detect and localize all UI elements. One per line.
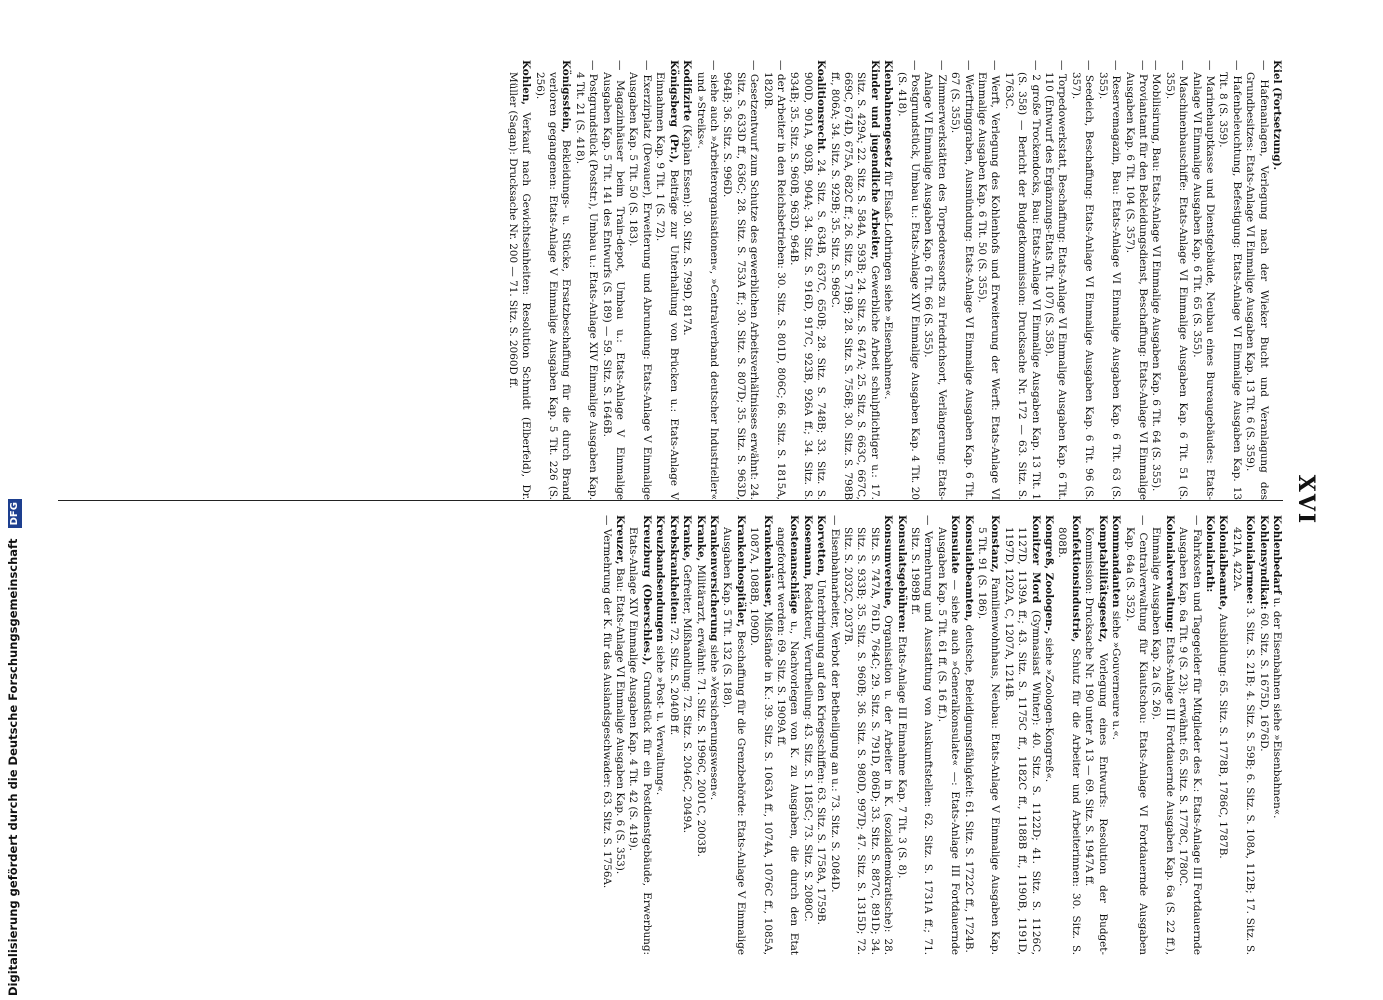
index-entry <box>921 60 948 500</box>
index-entry <box>1095 60 1122 500</box>
entry-heading: Korvetten, <box>815 515 828 577</box>
index-entry <box>787 60 827 500</box>
entry-text: deutsche, Beleidigungsfähigkeit: 61. Sitz. S. 1722C ff., 1724B. <box>962 621 975 953</box>
entry-text: siehe »Gouverneure u.«. <box>1110 607 1123 740</box>
index-entry <box>653 515 666 955</box>
entry-text: Militärarzt, erwähnt: 71. Sitz. S. 1996C, 2001C, 2003B. <box>694 561 707 857</box>
entry-heading: Kohlenbedarf <box>1271 515 1283 595</box>
entry-text: — Zimmerwerkstätten des Torpedoressorts zu Friedrichsort, Verlängerung: Etats-Anlage VI Einmalige Ausgaben Kap. 6 Tit. 66 (S. 355). <box>922 60 948 500</box>
index-entry <box>800 515 813 955</box>
entry-heading: Kranke, <box>681 515 694 562</box>
entry-text: 24. Sitz. S. 634B, 637C, 650B; 28. Sitz. S. 748B; 33. Sitz. S. 900D, 901A, 903B, 904A; 34. Sitz. S. 916D, 917C, 923B, 926A ff.; 34. Sitz. S. 934B; 35. Sitz. S. 960B, 963D, 964B. <box>788 72 828 500</box>
entry-text: — Marinehauptkasse und Dienstgebäude, Neubau eines Bureaugebäudes: Etats-Anlage VI Einmalige Ausgaben Kap. 6 Tit. 65 (S. 355). <box>1190 60 1216 500</box>
entry-text: Familienwohnhaus, Neubau: Etats-Anlage V Einmalige Ausgaben Kap. 5 Tit. 91 (S. 186). <box>976 527 1002 955</box>
entry-heading: Kranke, <box>694 515 707 562</box>
entry-text: — Fahrkosten und Tagegelder für Mitglieder des K.: Etats-Anlage III Fortdauernde Ausgaben Kap. 6a Tit. 9 (S. 23); erwähnt: 65. Sitz. S. 1778C, 1780C. <box>1177 515 1203 955</box>
right-column <box>58 515 1283 955</box>
entry-text: — Werftringgraben, Ausmündung: Etats-Anlage VI Einmalige Ausgaben Kap. 6 Tit. 67 (S. 355). <box>949 60 975 500</box>
left-column <box>58 60 1283 500</box>
entry-text: 3. Sitz. S. 21B; 4. Sitz. S. 59B; 6. Sitz. S. 108A, 112B; 17. Sitz. S. 421A, 422A. <box>1230 527 1257 955</box>
entry-heading: Kienbahnengesetz <box>882 60 895 168</box>
index-entry <box>693 60 720 500</box>
entry-text: Beiträge zur Unterhaltung von Brücken u.: Etats-Anlage V Einnahmen Kap. 9 Tit. 1 (S. 72). <box>654 72 680 500</box>
entry-heading: Kohlen, <box>520 60 533 106</box>
entry-text: (Kaplan Essen): 30. Sitz. S. 799D, 817A. <box>681 121 694 336</box>
index-entry <box>1055 515 1082 955</box>
entry-text: — Torpedowerkstatt, Beschaffung: Etats-Anlage VI Einmalige Ausgaben Kap. 6 Tit. 110 (Entwurf des Ergänzungs-Etats Tit. 107) (S. 358). <box>1043 60 1069 500</box>
entry-text: — Magazinhäuser beim Train-depot, Umbau u.: Etats-Anlage V Einmalige Ausgaben Kap. 5 Tit. 141 des Entwurfs (S. 189) — 59. Sitz. S. 1646B. <box>600 60 627 500</box>
entry-heading: Koalitionsrecht. <box>815 60 828 154</box>
entry-heading: Konitzer Mord <box>1029 515 1042 604</box>
index-entry <box>894 60 921 500</box>
index-entry <box>827 60 881 500</box>
index-entry <box>841 515 895 955</box>
index-entry <box>613 515 626 955</box>
index-entry <box>894 515 907 955</box>
entry-heading: Kreuzbandsendungen <box>654 515 667 643</box>
entry-text: Bau: Etats-Anlage VI Einmalige Ausgaben Kap. 6 (S. 353). <box>614 564 627 875</box>
index-entry <box>1176 515 1203 955</box>
entry-text: Verkauf nach Gewichtseinheiten: Resolution Schmidt (Elberfeld), Dr. Müller (Sagan): Drucksache Nr. 200 — 71. Sitz. S. 2060D ff. <box>506 72 533 500</box>
entry-text: Etats-Anlage III Fortdauernde Ausgaben Kap. 6a (S. 22 ff.), Einmalige Ausgaben Kap. 2a (S. 26). <box>1150 527 1176 955</box>
entry-text: Redakteur, Verurtheilung: 43. Sitz. S. 1185C; 73. Sitz. S. 2080C. <box>801 579 814 922</box>
entry-text: Bekleidungs- u. Stücke, Ersatzbeschaffung für die durch Brand verloren gegangenen: Etats-Anlage V Einmalige Ausgaben Kap. 5 Tit. 226 (S. 256). <box>533 72 573 500</box>
entry-heading: Kommandanten <box>1110 515 1123 608</box>
entry-text: Ausbildung: 65. Sitz. S. 1778B, 1786C, 1787B. <box>1217 610 1230 859</box>
index-entry <box>653 60 680 500</box>
entry-text: u., Nachvorlegen von K. zu Ausgaben, die durch den Etat angefordert werden: 69. Sitz. S. 1909A ff. <box>774 527 801 955</box>
entry-text: — Seedeich, Beschaffung: Etats-Anlage VI Einmalige Ausgaben Kap. 6 Tit. 96 (S. 357). <box>1069 60 1096 500</box>
index-entry <box>881 60 894 500</box>
entry-heading: Kostenanschläge <box>788 515 801 615</box>
index-entry <box>975 515 1002 955</box>
index-entry <box>934 515 961 955</box>
entry-text: — 2 große Trockendocks, Bau: Etats-Anlage VI Einmalige Ausgaben Kap. 13 Tit. 1 (S. 358) — Bericht der Budgetkommission: Drucksache Nr. 172 — 63. Sitz. S. 1763C. <box>1002 60 1042 500</box>
entry-text: — Hafenanlagen, Verlegung nach der Wieker Bucht und Veranlagung des Grundbesitzes: Etats-Anlage VI Einmalige Ausgaben Kap. 13 Tit. 6 (S. 359). <box>1244 60 1270 500</box>
index-entry <box>827 515 840 955</box>
entry-text: (Gymnasiast Winter): 40. Sitz. S. 1122D; 41. Sitz. S. 1126C, 1127D, 1139A ff.; 43. Sitz. S. 1175C ff., 1182C ff., 1188B ff., 1190B, 1191D, 1197D, 1202A, C, 1207A, 1214B. <box>1002 527 1042 955</box>
index-entry <box>666 515 679 955</box>
index-entry <box>1069 60 1096 500</box>
index-entry <box>814 515 827 955</box>
footer-text: Digitalisierung gefördert durch die Deutsche Forschungsgemeinschaft <box>6 538 20 996</box>
index-entry <box>747 515 774 955</box>
index-entry <box>908 515 935 955</box>
entry-heading: Konsumvereine, <box>882 515 895 610</box>
index-entry <box>1122 60 1149 500</box>
entry-heading: Konfektionsindustrie, <box>1069 515 1082 643</box>
entry-heading: Kreuzer, <box>614 515 627 565</box>
entry-text: — Postgrundstück, Umbau u.: Etats-Anlage XIV Einmalige Ausgaben Kap. 4 Tit. 20 (S. 418). <box>895 60 922 500</box>
entry-text: Organisation u. der Arbeiter in K. (sozialdemokratische): 28. Sitz. S. 747A, 761D, 764C; 29. Sitz. S. 791D, 806D; 33. Sitz. S. 887C, 891D; 34. Sitz. S. 933B; 35. Sitz. S. 960B; 36. Sitz. S. 980D, 997D; 47. Sitz. S. 1315D; 72. Sitz. S. 2032C, 2037B. <box>842 527 895 955</box>
entry-text: Unterbringung auf den Kriegsschiffen: 63. Sitz. S. 1758A, 1759B. <box>815 576 828 925</box>
entry-text: siehe »Post- u. Verwaltung«. <box>654 642 667 796</box>
index-entry <box>1229 515 1256 955</box>
index-entry <box>532 60 572 500</box>
index-entry <box>1256 515 1269 955</box>
index-entry <box>680 515 693 955</box>
entry-heading: Konsulatsgebühren: <box>895 515 908 633</box>
entry-text: Vorlegung eines Entwurfs: Resolution der Budget-Kommission: Drucksache Nr. 190 unter A 13 — 69. Sitz. S. 1947A ff. <box>1083 527 1109 955</box>
entry-text: Etats-Anlage III Einnahme Kap. 7 Tit. 3 (S. 8). <box>895 632 908 879</box>
entry-text: — Werft, Verlegung des Kohlenhofs und Erweiterung der Werft: Etats-Anlage VI Einmalige Ausgaben Kap. 6 Tit. 50 (S. 355). <box>976 60 1002 500</box>
index-entry <box>1216 515 1229 955</box>
index-entry <box>1149 515 1176 955</box>
entry-heading: Konsulate <box>949 515 962 574</box>
index-entry <box>1042 515 1055 955</box>
entry-heading: Krankenhäuser, <box>761 515 774 608</box>
entry-heading: Kongreß, Zoologen-, <box>1043 515 1056 635</box>
entry-text: — der Arbeiter in den Reichsbetrieben: 30. Sitz. S. 801D, 806C; 66. Sitz. S. 1815A, 1820B. <box>761 60 787 500</box>
entry-text: Gefreiter, Mißhandlung: 72. Sitz. S. 2046C, 2049A. <box>681 561 694 834</box>
index-entry <box>720 60 760 500</box>
index-entry <box>1001 515 1041 955</box>
entry-heading: Kosemann, <box>801 515 814 580</box>
index-entry <box>760 60 787 500</box>
entry-text: — siehe auch »Generalkonsulate« —: Etats-Anlage III Fortdauernde Ausgaben Kap. 5 Tit. 61 ff. (S. 16 ff.). <box>935 527 962 955</box>
entry-text: 60. Sitz. S. 1675D, 1676D. <box>1257 609 1270 752</box>
index-entry <box>626 515 653 955</box>
index-entry <box>1109 515 1122 955</box>
entry-text: Gewerbliche Arbeit schulpflichtiger u.: 17. Sitz. S. 429A; 22. Sitz. S. 584A, 593B; 24. Sitz. S. 647A; 25. Sitz. S. 663C, 667C, 669C, 674D, 675A, 682C ff.; 26. Sitz. S. 719B; 28. Sitz. S. 756B; 30. Sitz. S. 798B ff., 806A; 34. Sitz. S. 929B; 35. Sitz. S. 969C. <box>828 72 881 500</box>
index-entry <box>599 60 626 500</box>
entry-heading: Konsulatbeamten, <box>962 515 975 622</box>
index-entry <box>1243 60 1270 500</box>
entry-text: — Centralverwaltung für Kiautschou: Etats-Anlage VI Fortdauernde Ausgaben Kap. 64a (S. 352). <box>1123 515 1149 955</box>
index-entry <box>1270 515 1283 955</box>
entry-text: — Eisenbahnarbeiter, Verbot der Betheiligung an u.: 73. Sitz. S. 2084D. <box>828 515 841 893</box>
entry-heading: Kreuzburg (Oberschles.), <box>640 515 653 666</box>
entry-heading: Kolonialrath: <box>1203 515 1216 593</box>
index-entry <box>626 60 653 500</box>
entry-text: — Exerzirplatz (Devauer), Erweiterung und Abrundung: Etats-Anlage V Einmalige Ausgaben Kap. 5 Tit. 50 (S. 183). <box>627 60 653 500</box>
index-entry <box>1122 515 1149 955</box>
entry-heading: Königsstein, <box>560 60 573 133</box>
entry-text: — Proviantamt für den Bekleidungsdienst, Beschaffung: Etats-Anlage VI Einmalige Ausgaben Kap. 6 Tit. 104 (S. 357). <box>1123 60 1149 500</box>
entry-heading: Krankenhospitäler, <box>734 515 747 628</box>
entry-text: siehe »Versicherungswesen«. <box>707 641 720 801</box>
index-entry <box>1042 60 1069 500</box>
entry-text: — Vermehrung und Ausstattung von Auskunftstellen: 62. Sitz. S. 1731A ff.; 71. Sitz. S. 1989B ff. <box>909 515 935 955</box>
entry-text: — Hafenbeleuchtung, Befestigung: Etats-Anlage VI Einmalige Ausgaben Kap. 13 Tit. 8 (S. 359). <box>1217 60 1243 500</box>
entry-text: — Mobilisirung, Bau: Etats-Anlage VI Einmalige Ausgaben Kap. 6 Tit. 64 (S. 355). <box>1150 60 1163 492</box>
index-entry <box>599 515 612 955</box>
index-entry <box>1149 60 1162 500</box>
entry-text: Grundstück für ein Postdienstgebäude, Erwerbung: Etats-Anlage XIV Einmalige Ausgaben Kap. 4 Tit. 42 (S. 419). <box>627 527 653 955</box>
entry-text: — Maschinenbauschiffe: Etats-Anlage VI Einmalige Ausgaben Kap. 6 Tit. 51 (S. 355). <box>1163 60 1190 500</box>
entry-heading: Kolonialverwaltung: <box>1163 515 1176 633</box>
index-entry <box>1216 60 1243 500</box>
index-entry <box>1082 515 1109 955</box>
index-entry <box>961 515 974 955</box>
dfg-logo: DFG <box>8 499 22 528</box>
page-number: XVI <box>1293 474 1319 526</box>
entry-text: Schutz für die Arbeiter und Arbeiterinnen: 30. Sitz. S. 808B. <box>1056 527 1082 955</box>
index-entry <box>680 60 693 500</box>
index-entry <box>693 515 706 955</box>
index-entry <box>975 60 1002 500</box>
entry-heading: Kiel (Fortsetzung). <box>1271 60 1283 171</box>
entry-heading: Kodifizirte <box>681 60 694 122</box>
entry-text: Mißstände in K.: 39. Sitz. S. 1063A ff., 1074A, 1076C ff., 1085A, 1087A, 1088B, 1090D. <box>748 527 774 955</box>
entry-heading: Kolonialarmee: <box>1244 515 1257 605</box>
column-divider <box>58 500 1283 501</box>
index-entry <box>1162 60 1189 500</box>
index-entry <box>774 515 801 955</box>
entry-text: für Elsaß-Lothringen siehe »Eisenbahnen«. <box>882 167 895 400</box>
digitization-footer <box>2 0 24 996</box>
entry-text: — Vermehrung der K. für das Auslandsgeschwader: 63. Sitz. S. 1756A. <box>600 515 613 889</box>
entry-text: — Reservemagazin, Bau: Etats-Anlage VI Einmalige Ausgaben Kap. 6 Tit. 63 (S. 355). <box>1096 60 1123 500</box>
entry-text: 72. Sitz. S. 2040B ff. <box>667 624 680 736</box>
index-entry <box>1203 515 1216 955</box>
entry-heading: Kohlensyndikat: <box>1257 515 1270 610</box>
entry-text: — Postgrundstück (Poststr.), Umbau u.: Etats-Anlage XIV Einmalige Ausgaben Kap. 4 Tit. 21 (S. 418). <box>573 60 600 500</box>
entry-heading: Kinder und jugendliche Arbeiter, <box>868 60 881 260</box>
entry-heading: Kolonialbeamte, <box>1217 515 1230 611</box>
index-entry <box>1001 60 1041 500</box>
index-entry <box>948 60 975 500</box>
entry-heading: Konstanz, <box>989 515 1002 573</box>
entry-text: u. der Eisenbahnen siehe »Eisenbahnen«. <box>1271 594 1283 819</box>
entry-heading: Krebskrankheiten: <box>667 515 680 625</box>
entry-text: — Gesetzentwurf zum Schutze des gewerblichen Arbeitsverhältnisses erwähnt: 24. Sitz. S. 633D ff., 636C; 28. Sitz. S. 753A ff.; 30. Sitz. S. 807D; 35. Sitz. S. 963D, 964B; 36. Sitz. S. 996D. <box>721 60 761 500</box>
index-entry <box>572 60 599 500</box>
entry-text: — siehe auch »Arbeiterorganisationen«, »Centralverband deutscher Industrieller« und »Streiks«. <box>694 60 720 500</box>
index-entry <box>720 515 747 955</box>
entry-text: Beschaffung für die Grenzbehörde: Etats-Anlage V Einmalige Ausgaben Kap. 5 Tit. 132 (S. 188). <box>721 527 747 955</box>
index-entry <box>1189 60 1216 500</box>
entry-heading: Krankenversicherung <box>707 515 720 642</box>
index-entry <box>707 515 720 955</box>
entry-heading: Komptabilitätsgesetz, <box>1096 515 1109 643</box>
index-entry <box>1270 60 1283 500</box>
entry-heading: Königsberg (Pr.), <box>667 60 680 164</box>
index-entry <box>505 60 532 500</box>
entry-text: siehe »Zoologen-Kongreß«. <box>1043 634 1056 783</box>
